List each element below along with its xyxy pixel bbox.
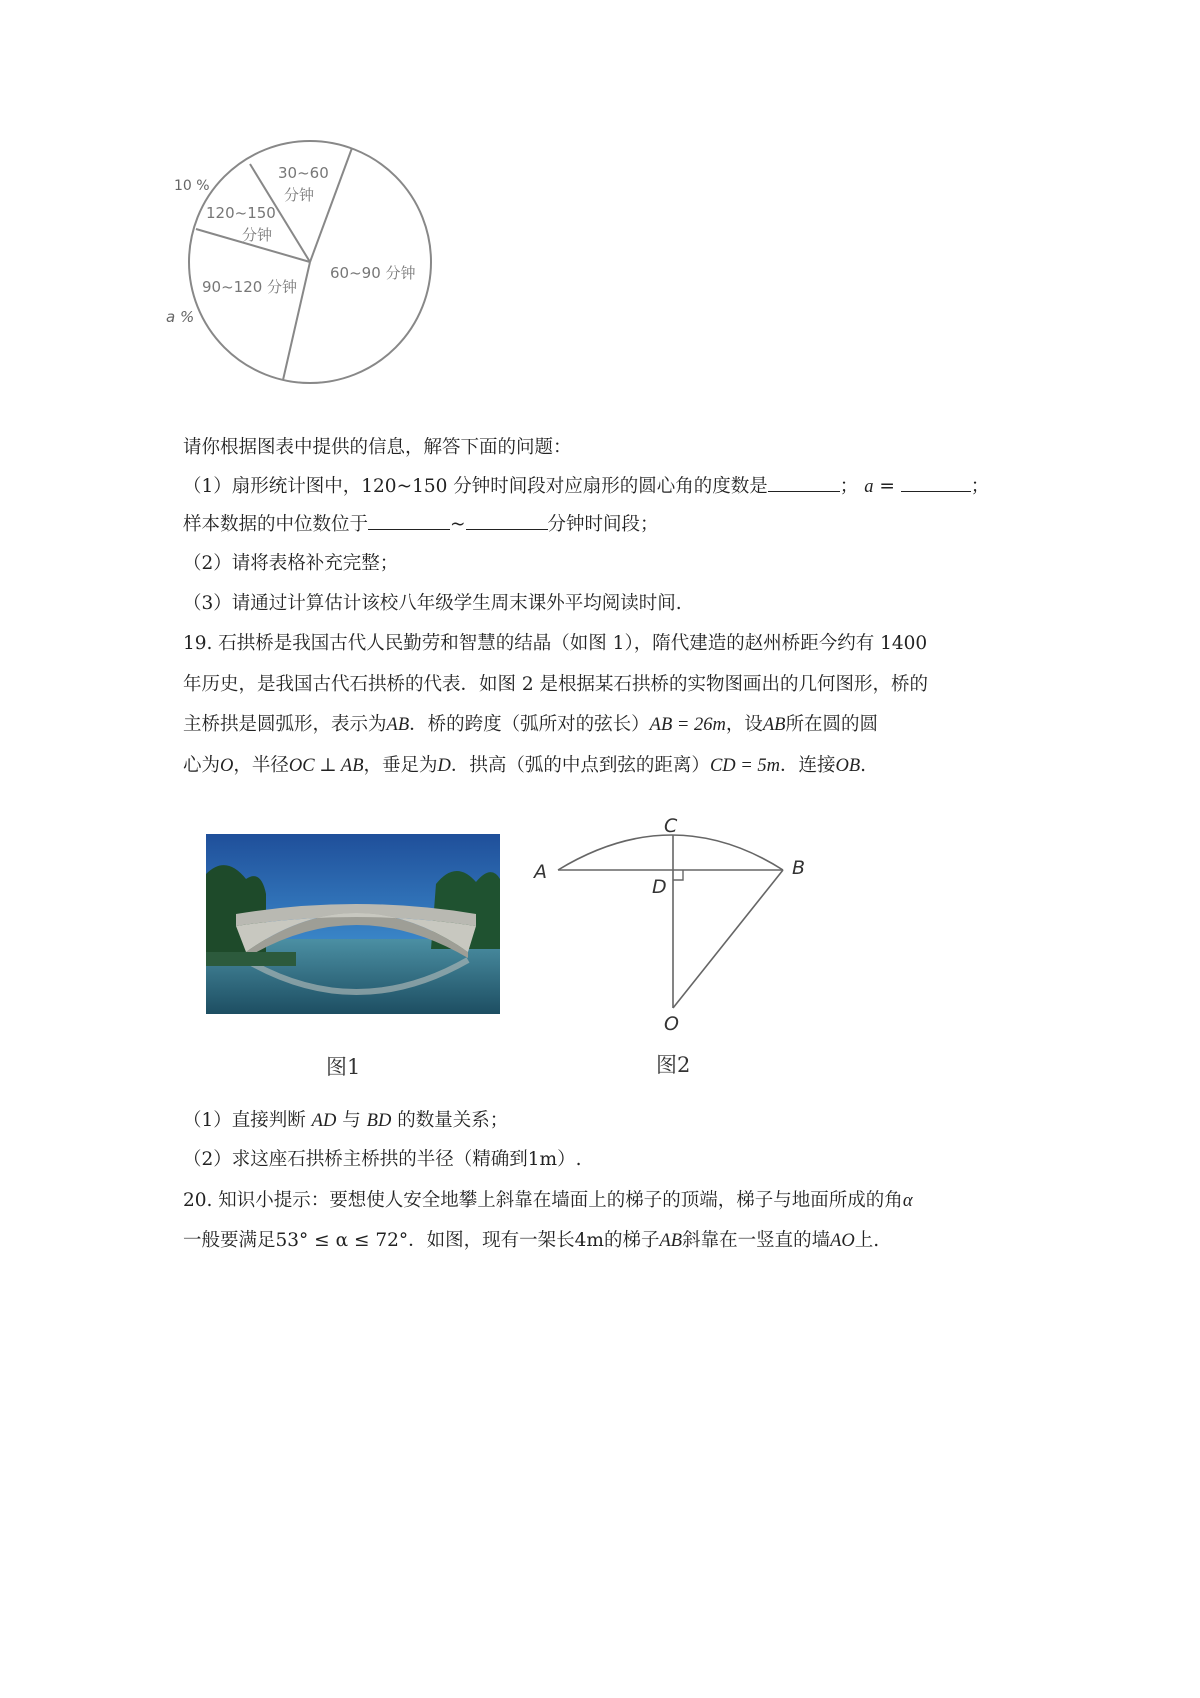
p19-l4-a: 心为 xyxy=(183,755,221,776)
pie-label-a-pct: a % xyxy=(166,308,195,326)
point-a-label: A xyxy=(534,861,547,883)
q3-label: （3）请通过计算估计该校八年级学生周末课外平均阅读时间. xyxy=(183,593,682,614)
answer-blank-median-to xyxy=(466,513,548,530)
q1-text-a: （1）扇形统计图中，120~150 分钟时间段对应扇形的圆心角的度数是 xyxy=(183,476,768,497)
p20-l2-e: 上. xyxy=(854,1230,880,1251)
p19-l3-arc-ab: AB xyxy=(386,715,410,735)
p19-l3-arc-ab-2: AB xyxy=(762,715,786,735)
p19-line-1 xyxy=(183,632,927,656)
p19-l4-b: ，半径 xyxy=(233,755,289,776)
q19-1-ad: AD xyxy=(311,1111,337,1131)
p19-l4-cd: CD = 5m xyxy=(709,756,780,776)
p19-l4-d: D xyxy=(437,756,451,776)
q19-1-bd: BD xyxy=(366,1111,392,1131)
photo-shore xyxy=(206,952,296,966)
pie-label-60-90: 60~90 分钟 xyxy=(330,264,416,282)
p19-l4-c: ，垂足为 xyxy=(363,755,438,776)
figure-2-caption: 图2 xyxy=(656,1053,691,1077)
bridge-photo xyxy=(206,834,500,1014)
point-c-label: C xyxy=(664,818,678,837)
q19-1-a: （1）直接判断 xyxy=(183,1110,306,1131)
p19-l2-label: 年历史，是我国古代石拱桥的代表．如图 2 是根据某石拱桥的实物图画出的几何图形，桥的 xyxy=(183,674,929,695)
answer-blank-angle xyxy=(768,475,840,492)
p19-l4-ob: OB xyxy=(835,756,861,776)
q19-2-a: （2）求这座石拱桥主桥拱的半径（精确到 xyxy=(183,1149,528,1170)
p19-line-3 xyxy=(183,713,878,737)
pie-label-90-120: 90~120 分钟 xyxy=(202,278,298,296)
p19-l4-f: ．连接 xyxy=(779,755,836,776)
p19-l4-e: ．拱高（弧的中点到弦的距离） xyxy=(450,755,710,776)
q2-label: （2）请将表格补充完整； xyxy=(183,553,399,574)
p20-l2-c: 的梯子 xyxy=(603,1230,660,1251)
q19-1-c: 的数量关系； xyxy=(397,1110,509,1131)
pie-label-30-60-bottom: 分钟 xyxy=(284,186,315,204)
q1-tilde: ~ xyxy=(450,514,466,535)
answer-blank-median-from xyxy=(368,513,450,530)
q3-text xyxy=(183,592,682,616)
p19-l4-g: . xyxy=(860,755,867,776)
p19-l4-perp: OC ⊥ AB xyxy=(288,756,364,776)
q19-1-text xyxy=(183,1109,508,1133)
pie-chart xyxy=(160,140,490,390)
p20-l2-d: 斜靠在一竖直的墙 xyxy=(682,1230,831,1251)
p19-l4-o: O xyxy=(220,756,234,776)
p20-line-2 xyxy=(183,1229,879,1253)
q19-2-b: ）. xyxy=(557,1149,582,1170)
q1-eq: = xyxy=(873,476,901,497)
q19-2-text xyxy=(183,1148,582,1172)
segment-ob xyxy=(673,870,783,1008)
right-angle-marker xyxy=(673,870,683,880)
p19-l1-label: 19. 石拱桥是我国古代人民勤劳和智慧的结晶（如图 1），隋代建造的赵州桥距今约有 1400 xyxy=(183,633,928,654)
answer-blank-a xyxy=(901,475,971,492)
q1-line-2 xyxy=(183,513,659,537)
p19-l3-d: 所在圆的圆 xyxy=(785,714,878,735)
p19-l3-eq: AB = 26m xyxy=(649,715,726,735)
intro-label: 请你根据图表中提供的信息，解答下面的问题： xyxy=(183,437,572,458)
p20-l1-alpha: α xyxy=(902,1191,913,1211)
arc-ab xyxy=(558,835,783,870)
geometry-figure xyxy=(528,818,818,1033)
p20-l2-a: 一般要满足 xyxy=(183,1230,276,1251)
q1-line2-text-a: 样本数据的中位数位于 xyxy=(183,514,369,535)
pie-label-120-150-bottom: 分钟 xyxy=(242,226,273,244)
p19-l3-c: ，设 xyxy=(725,714,763,735)
p19-line-2 xyxy=(183,673,928,697)
point-b-label: B xyxy=(792,857,806,879)
p20-line-1 xyxy=(183,1189,913,1213)
p20-l2-4m: 4m xyxy=(574,1230,604,1251)
q2-text xyxy=(183,552,398,576)
q19-1-b: 与 xyxy=(342,1110,361,1131)
q19-2-m: 1m xyxy=(527,1149,558,1170)
intro-text xyxy=(183,436,572,460)
p19-l3-b: ．桥的跨度（弧所对的弦长） xyxy=(409,714,650,735)
pie-label-10pct: 10 % xyxy=(174,178,210,194)
q1-line2-text-b: 分钟时间段； xyxy=(547,514,659,535)
point-d-label: D xyxy=(652,876,667,898)
q1-line-1 xyxy=(183,475,989,499)
p20-l2-ab: AB xyxy=(659,1231,683,1251)
p20-l2-ineq: 53° ≤ α ≤ 72° xyxy=(275,1230,409,1251)
p19-line-4 xyxy=(183,754,866,778)
p20-l1-a: 20. 知识小提示：要想使人安全地攀上斜靠在墙面上的梯子的顶端，梯子与地面所成的角 xyxy=(183,1190,903,1211)
q1-text-c: ； xyxy=(970,476,990,497)
figure-1-caption: 图1 xyxy=(326,1055,361,1079)
q1-text-b: ； xyxy=(839,476,859,497)
q1-var-a: a xyxy=(864,477,874,497)
p20-l2-ao: AO xyxy=(830,1231,855,1251)
p19-l3-a: 主桥拱是圆弧形，表示为 xyxy=(183,714,387,735)
point-o-label: O xyxy=(664,1013,679,1033)
p20-l2-b: ．如图，现有一架长 xyxy=(408,1230,575,1251)
pie-label-120-150-top: 120~150 xyxy=(206,204,276,222)
pie-label-30-60-top: 30~60 xyxy=(278,164,329,182)
